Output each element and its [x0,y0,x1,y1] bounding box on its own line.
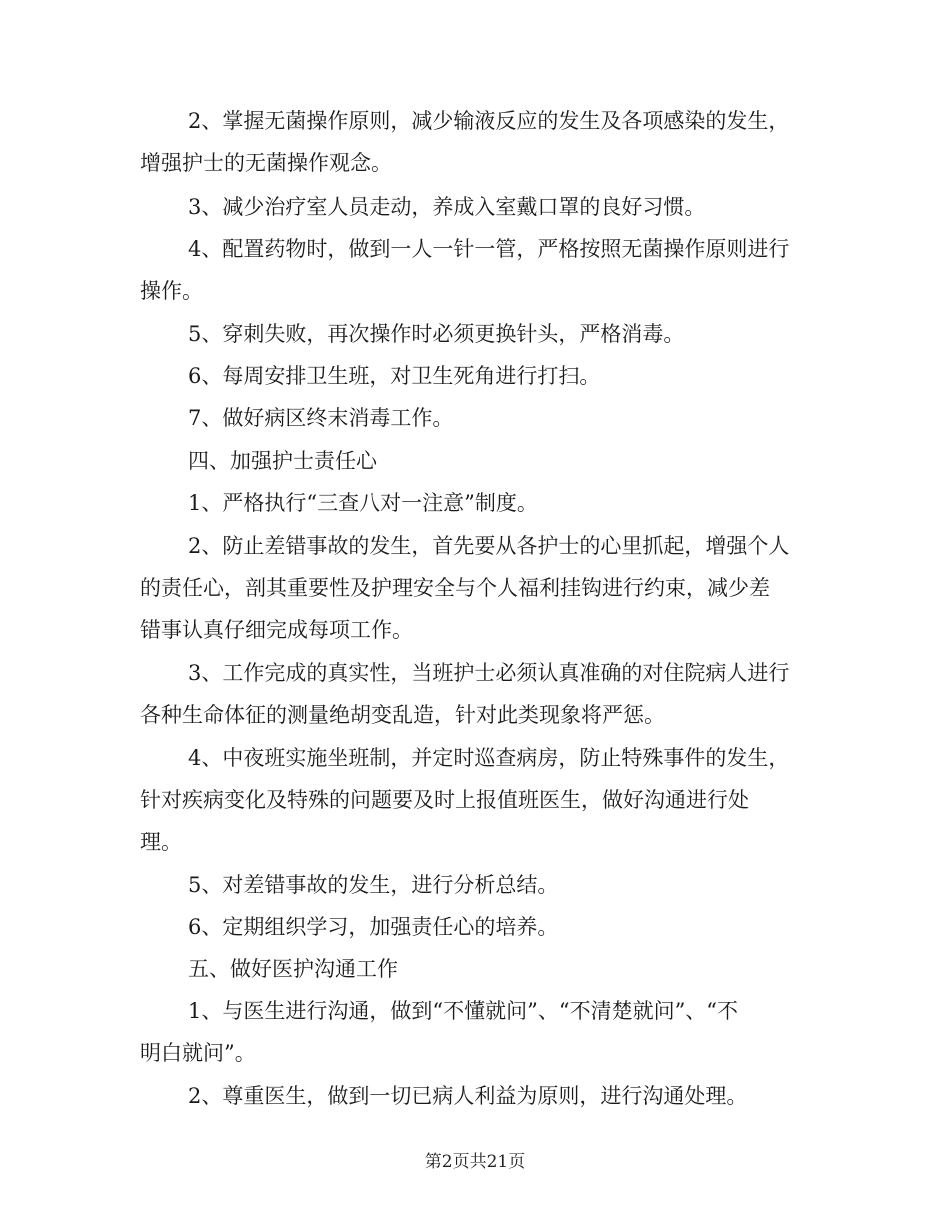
paragraph-line: 明白就问”。 [140,1041,256,1065]
paragraph-line: 的责任心，剖其重要性及护理安全与个人福利挂钩进行约束，减少差 [140,576,770,600]
section-heading [140,440,820,482]
paragraph [140,313,820,355]
paragraph [140,482,820,524]
paragraph-line: 各种生命体征的测量绝胡变乱造，针对此类现象将严惩。 [140,703,665,727]
paragraph-line: 4、配置药物时，做到一人一针一管，严格按照无菌操作原则进行 [188,237,790,261]
paragraph [140,652,820,736]
paragraph [140,737,820,863]
paragraph-line: 3、工作完成的真实性，当班护士必须认真准确的对住院病人进行 [188,661,790,685]
paragraph-line: 错事认真仔细完成每项工作。 [140,618,413,642]
paragraph-line: 6、定期组织学习，加强责任心的培养。 [188,915,559,939]
paragraph-line: 2、尊重医生，做到一切已病人利益为原则，进行沟通处理。 [188,1084,748,1108]
paragraph [140,1075,820,1117]
paragraph [140,906,820,948]
paragraph-line: 5、穿刺失败，再次操作时必须更换针头，严格消毒。 [188,322,685,346]
section-heading [140,948,820,990]
paragraph-line: 2、掌握无菌操作原则，减少输液反应的发生及各项感染的发生， [188,109,790,133]
paragraph-line: 2、防止差错事故的发生，首先要从各护士的心里抓起，增强个人 [188,534,790,558]
paragraph-line: 6、每周安排卫生班，对卫生死角进行打扫。 [188,364,601,388]
paragraph [140,397,820,439]
paragraph-line: 5、对差错事故的发生，进行分析总结。 [188,873,559,897]
paragraph-line: 四、加强护士责任心 [188,449,377,473]
paragraph [140,100,820,184]
page-number-footer: 第2页共21页 [424,1152,526,1172]
paragraph-line: 操作。 [140,279,203,303]
paragraph-line: 1、与医生进行沟通，做到“不懂就问”、“不清楚就问”、“不 [188,999,739,1023]
paragraph [140,864,820,906]
paragraph [140,355,820,397]
paragraph-line: 针对疾病变化及特殊的问题要及时上报值班医生，做好沟通进行处 [140,788,749,812]
paragraph [140,186,820,228]
paragraph [140,990,820,1074]
paragraph [140,228,820,312]
paragraph [140,525,820,651]
paragraph-line: 4、中夜班实施坐班制，并定时巡查病房，防止特殊事件的发生， [188,746,790,770]
paragraph-line: 3、减少治疗室人员走动，养成入室戴口罩的良好习惯。 [188,195,706,219]
paragraph-line: 7、做好病区终末消毒工作。 [188,406,454,430]
paragraph-line: 1、严格执行“三查八对一注意”制度。 [188,491,538,515]
paragraph-line: 五、做好医护沟通工作 [188,957,398,981]
paragraph-line: 增强护士的无菌操作观念。 [140,151,392,175]
paragraph-line: 理。 [140,830,182,854]
